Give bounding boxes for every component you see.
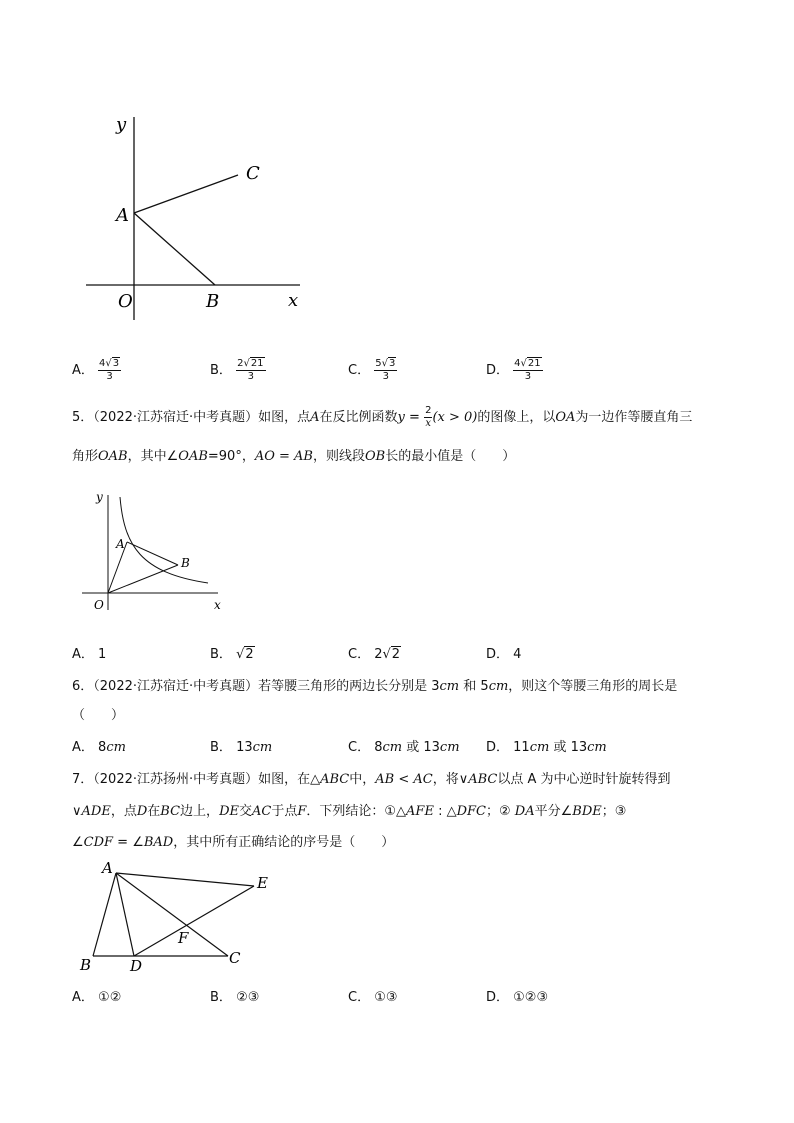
- q7-line2: ∨ADE，点D在BC边上，DE交AC于点F．下列结论：①△AFE : △DFC；② DA平分∠BDE；③: [72, 804, 627, 819]
- label-a: A: [102, 859, 113, 877]
- segment-ab: [134, 213, 215, 285]
- q6-option-b[interactable]: B． 13cm: [210, 740, 273, 755]
- label-c: C: [246, 163, 260, 184]
- label-f: F: [178, 929, 189, 947]
- q7-line1: 7．（2022·江苏扬州·中考真题）如图，在△ABC中，AB < AC，将∨ABC以点 A 为中心逆时针旋转得到: [72, 772, 671, 787]
- q6-option-c[interactable]: C． 8cm 或 13cm: [348, 740, 460, 755]
- label-b: B: [181, 556, 190, 570]
- q6-option-d[interactable]: D． 11cm 或 13cm: [486, 740, 607, 755]
- q4-option-b[interactable]: B． $\frac{2√21}{3}$: [210, 358, 264, 382]
- label-e: E: [257, 874, 268, 892]
- q5-option-c[interactable]: C． 2√2: [348, 647, 401, 662]
- q5-option-b[interactable]: B． √2: [210, 647, 254, 662]
- q5-line1: 5．（2022·江苏宿迁·中考真题）如图，点A在反比例函数y = $\frac{2}{x}$ (x > 0)的图像上，以OA为一边作等腰直角三: [72, 405, 693, 429]
- label-b: B: [206, 291, 220, 312]
- segment-ab: [127, 542, 178, 565]
- q4-option-d[interactable]: D． $\frac{4√21}{3}$: [486, 358, 541, 382]
- q7-option-c[interactable]: C． ①③: [348, 990, 398, 1005]
- label-a: A: [116, 537, 125, 551]
- figure-q4: [80, 105, 320, 330]
- q6-option-a[interactable]: A． 8cm: [72, 740, 126, 755]
- label-a: A: [116, 205, 129, 226]
- figure-q7: [76, 855, 286, 980]
- label-o: O: [94, 598, 104, 612]
- q4-option-a[interactable]: A． $\frac{4√3}{3}$: [72, 358, 120, 382]
- segment-ad: [116, 873, 134, 956]
- q5-option-a[interactable]: A． 1: [72, 647, 107, 662]
- segment-ac: [134, 175, 238, 213]
- label-d: D: [130, 957, 143, 975]
- q6-line2: （ ）: [72, 708, 125, 723]
- q4-option-c[interactable]: C． $\frac{5√3}{3}$: [348, 358, 396, 382]
- label-y: y: [116, 114, 127, 135]
- segment-ab: [93, 873, 116, 956]
- segment-de: [134, 886, 254, 956]
- q5-line2: 角形OAB，其中∠OAB=90°，AO = AB，则线段OB长的最小值是（ ）: [72, 449, 516, 464]
- segment-ob: [108, 565, 178, 593]
- label-c: C: [229, 949, 241, 967]
- q7-line3: ∠CDF = ∠BAD，其中所有正确结论的序号是（ ）: [72, 835, 395, 850]
- label-x: x: [214, 598, 221, 612]
- q7-option-d[interactable]: D． ①②③: [486, 990, 549, 1005]
- label-x: x: [288, 290, 299, 311]
- label-y: y: [96, 490, 103, 504]
- figure-q5: [80, 485, 230, 615]
- q7-option-b[interactable]: B． ②③: [210, 990, 260, 1005]
- q5-option-d[interactable]: D． 4: [486, 647, 522, 662]
- segment-ac: [116, 873, 228, 956]
- label-o: O: [118, 291, 133, 312]
- segment-ae: [116, 873, 254, 886]
- label-b: B: [80, 956, 92, 974]
- q7-option-a[interactable]: A． ①②: [72, 990, 122, 1005]
- q6-line1: 6．（2022·江苏宿迁·中考真题）若等腰三角形的两边长分别是 3cm 和 5cm，则这个等腰三角形的周长是: [72, 679, 678, 694]
